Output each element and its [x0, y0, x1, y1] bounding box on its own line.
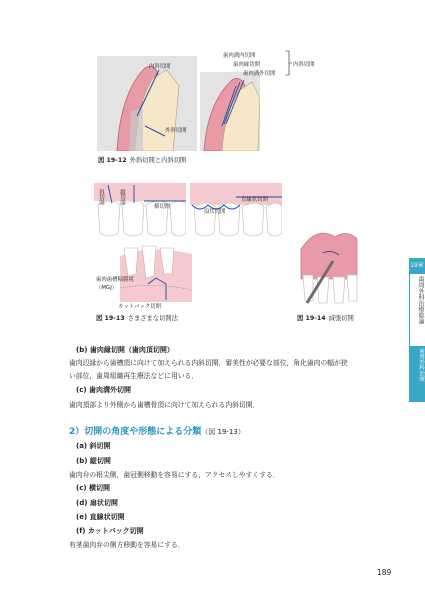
label-marginal: 歯肉縁切開	[233, 62, 260, 68]
label-extra-sulcular: 歯肉溝外切開	[243, 71, 276, 77]
figure-19-14-illustration	[297, 219, 359, 307]
item-a-oblique: (a) 斜切開	[76, 442, 111, 450]
label-oblique-incision: 斜切開	[98, 189, 104, 206]
item-b-vertical: (b) 縦切開	[76, 457, 111, 465]
item-f-cutback: (f) カットバック切開	[76, 527, 144, 535]
figure-19-12-right-illustration	[200, 72, 260, 151]
page-number: 189	[377, 568, 392, 577]
chapter-sub-tab: 歯周外科治療	[409, 346, 425, 402]
item-d-scalloped: (d) 扇状切開	[76, 499, 118, 507]
chapter-title-tab: 歯周外科治療総論	[409, 274, 425, 346]
teeth-panel-3	[120, 244, 192, 302]
label-linear-incision: 直線状切開	[241, 197, 268, 203]
label-bracket-inner-oblique: 内斜切開	[293, 62, 315, 68]
label-mgj: 歯肉歯槽粘膜境 （MGJ）	[96, 277, 134, 291]
item-e-linear: (e) 直線状切開	[76, 513, 125, 521]
figure-19-14-caption: 図 19-14 減張切開	[297, 315, 354, 322]
label-sulcular: 歯肉溝内切開	[223, 53, 256, 59]
paragraph-cutback: 有茎歯肉弁の側方移動を容易にする．	[69, 541, 185, 549]
figure-19-13-caption: 図 19-13 さまざまな切開法	[96, 315, 179, 322]
section-title-classification: 2）切開の角度や形態による分類（図 19-13）	[69, 427, 245, 437]
item-c-extra-sulcular: (c) 歯肉溝外切開	[76, 386, 131, 394]
label-inner-oblique: 内斜切開	[149, 64, 171, 70]
figure-19-12-left-illustration	[97, 56, 197, 151]
label-outer-oblique: 外斜切開	[165, 128, 187, 134]
bracket	[284, 50, 292, 76]
chapter-tab: 19章	[409, 258, 425, 274]
item-c-horizontal: (c) 横切開	[76, 484, 110, 492]
paragraph-c: 歯肉頂部より外側から歯槽骨頂に向けて加えられる内斜切開．	[69, 401, 260, 409]
label-vertical-incision: 縦切開	[119, 189, 125, 206]
paragraph-b-line2: い部位，歯周組織再生療法などに用いる．	[69, 372, 199, 380]
label-horizontal-incision: 横切開	[154, 204, 171, 210]
label-cutback-incision: カットバック切開	[118, 304, 161, 310]
paragraph-b-line1: 歯肉辺縁から歯槽頂に向けて加えられる内斜切開．審美性が必要な部位，角化歯肉の幅が狭	[69, 359, 348, 367]
teeth-panel-1	[94, 183, 186, 239]
figure-19-12-caption: 図 19-12 外斜切開と内斜切開	[98, 157, 187, 164]
item-b-marginal-incision: (b) 歯肉縁切開（歯肉頂切開）	[76, 346, 174, 354]
label-scalloped-incision: 扇状切開	[204, 209, 226, 215]
paragraph-vertical: 歯肉弁の根尖側，歯冠側移動を容易にする，アクセスしやすくする．	[69, 471, 280, 479]
